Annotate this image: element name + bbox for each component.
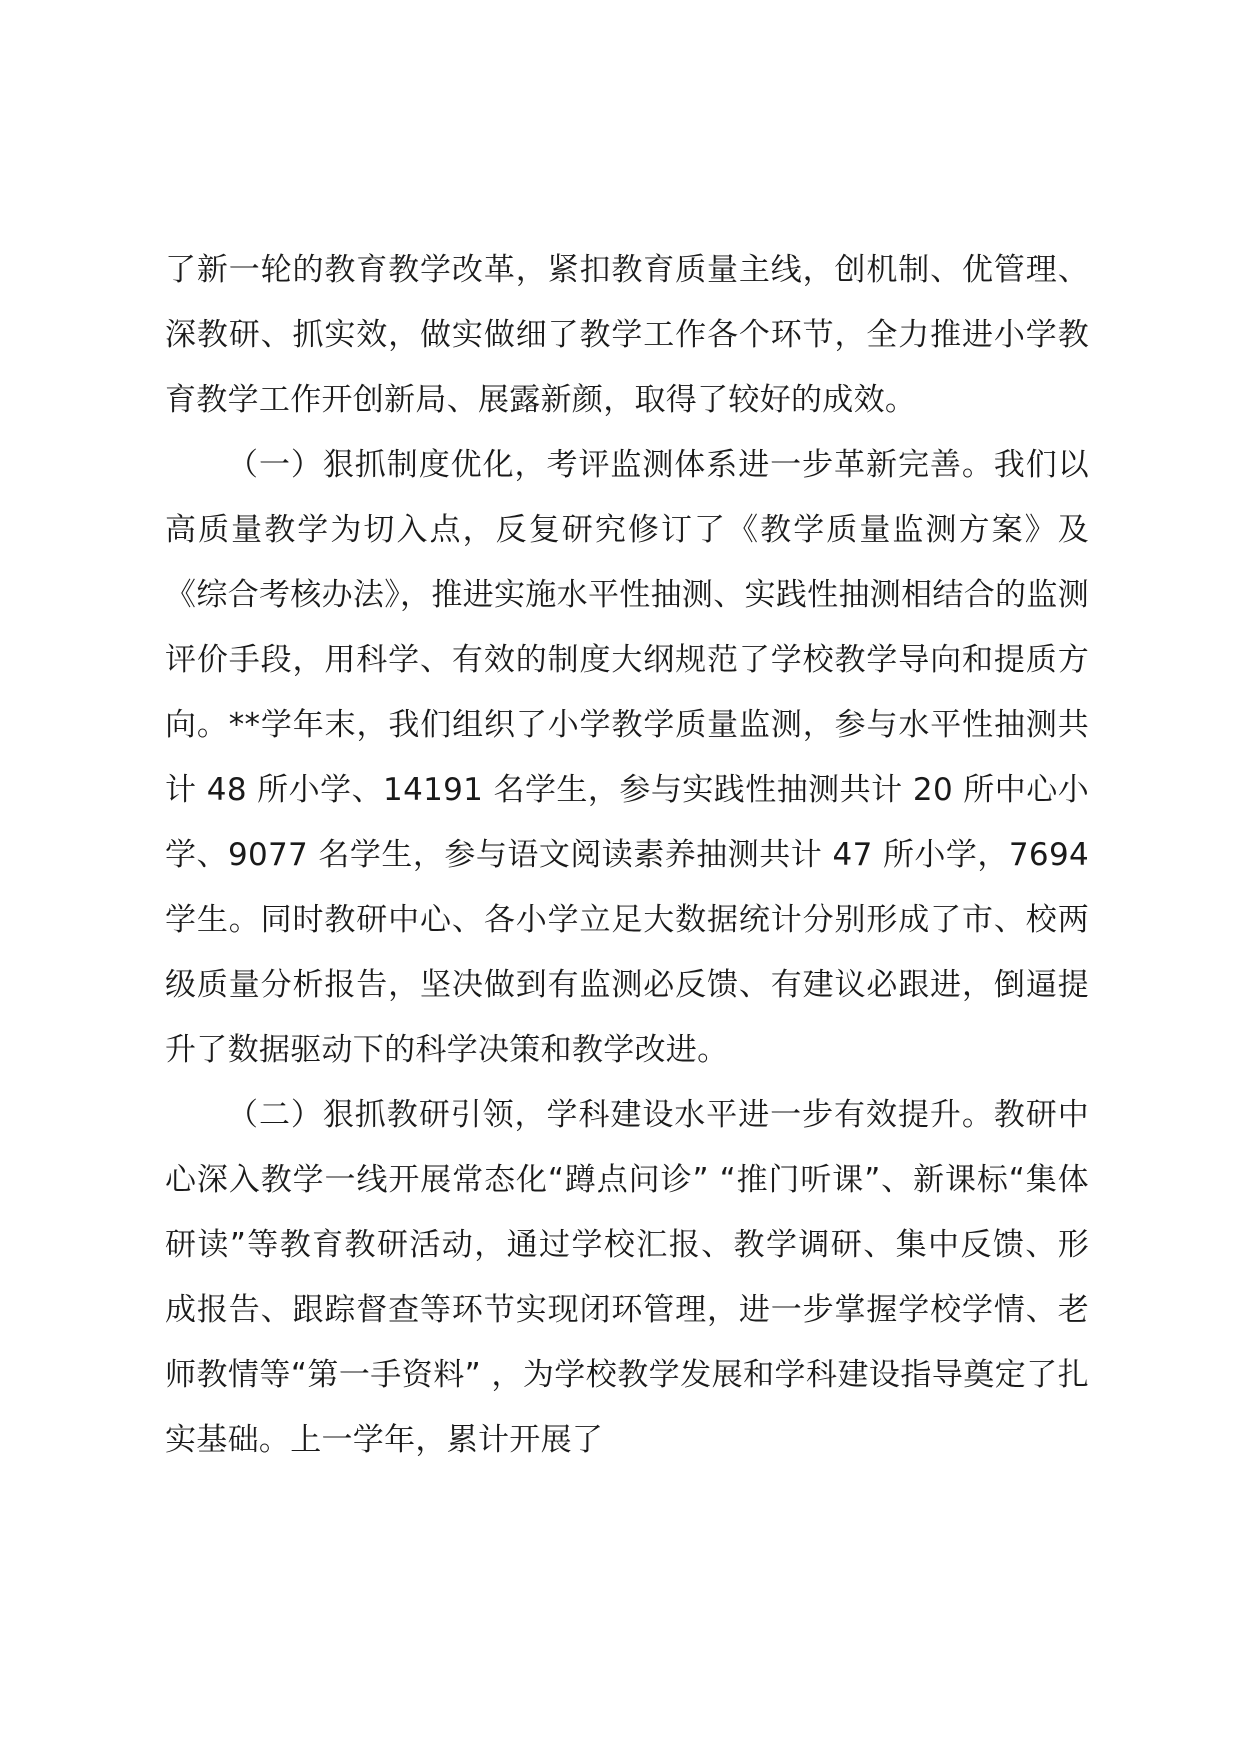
- paragraph-intro-continuation: 了新一轮的教育教学改革，紧扣教育质量主线，创机制、优管理、深教研、抓实效，做实做细了教学工作各个环节，全力推进小学教育教学工作开创新局、展露新颜，取得了较好的成效。: [165, 252, 1089, 418]
- paragraph-section-one: （一）狠抓制度优化，考评监测体系进一步革新完善。我们以高质量教学为切入点，反复研究修订了《教学质量监测方案》及《综合考核办法》，推进实施水平性抽测、实践性抽测相结合的监测评价手段，用科学、有效的制度大纲规范了学校教学导向和提质方向。**学年末，我们组织了小学教学质量监测，参与水平性抽测共计 48 所小学、14191 名学生，参与实践性抽测共计 20 所中心小学、9077 名学生，参与语文阅读素养抽测共计 47 所小学，7694 学生。同时教研中心、各小学立足大数据统计分别形成了市、校两级质量分析报告，坚决做到有监测必反馈、有建议必跟进，倒逼提升了数据驱动下的科学决策和教学改进。: [165, 447, 1089, 1068]
- document-body: [165, 238, 1089, 1473]
- paragraph-section-two: （二）狠抓教研引领，学科建设水平进一步有效提升。教研中心深入教学一线开展常态化“蹲点问诊” “推门听课”、新课标“集体研读”等教育教研活动，通过学校汇报、教学调研、集中反馈、形成报告、跟踪督查等环节实现闭环管理，进一步掌握学校学情、老师教情等“第一手资料” ，为学校教学发展和学科建设指导奠定了扎实基础。上一学年，累计开展了: [165, 1097, 1089, 1458]
